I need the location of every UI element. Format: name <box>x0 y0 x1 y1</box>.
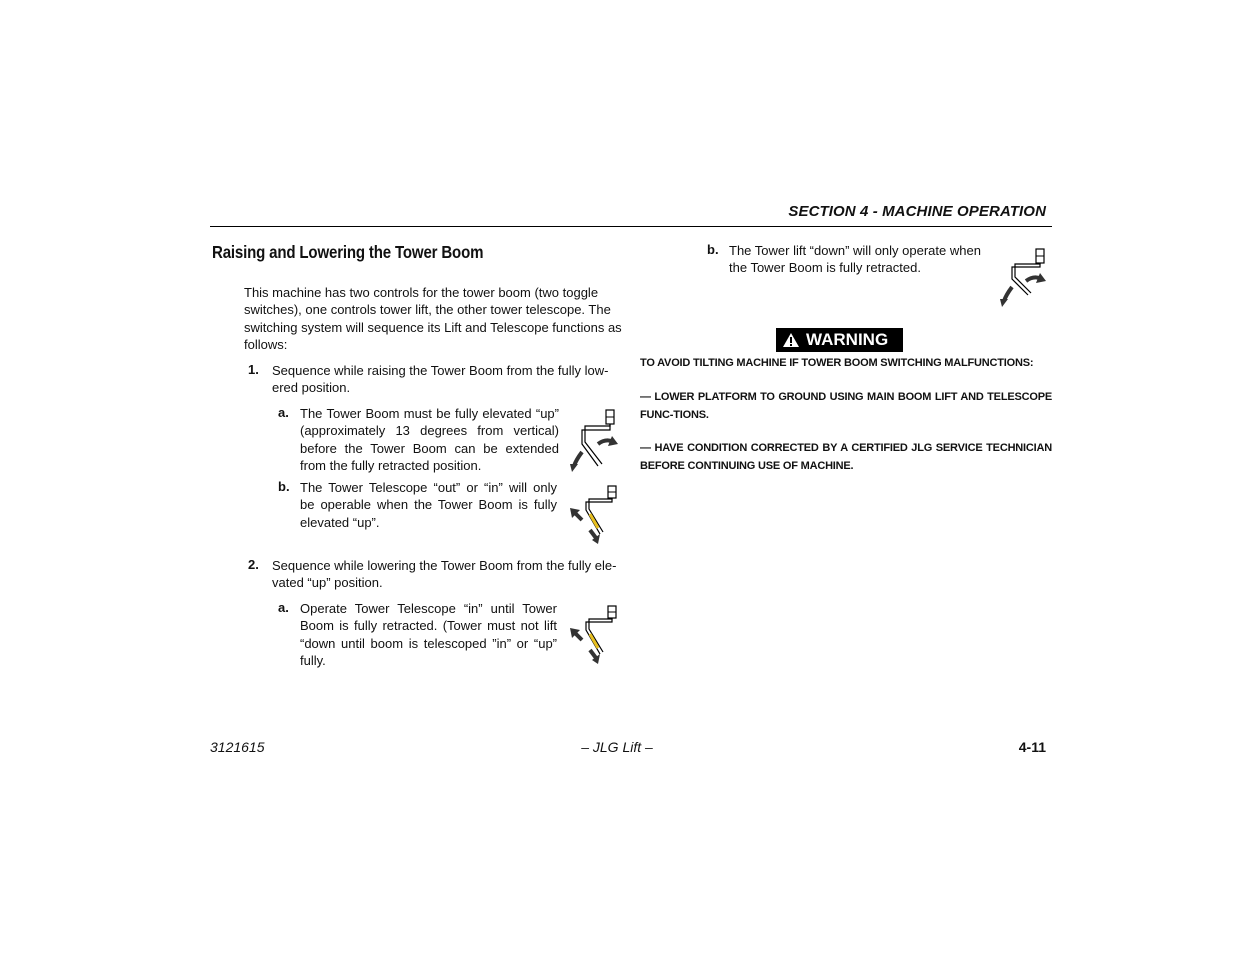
step-1-text <box>272 362 624 397</box>
step-1b-letter: b. <box>278 479 290 494</box>
step-2-text-line1: Sequence while lowering the Tower Boom from the fully ele- <box>272 558 617 573</box>
section-title: SECTION 4 - MACHINE OPERATION <box>788 203 1046 220</box>
step-1-number: 1. <box>248 362 259 377</box>
warning-line-3: — HAVE CONDITION CORRECTED BY A CERTIFIED JLG SERVICE TECHNICIAN BEFORE CONTINUING USE OF MACHINE. <box>640 442 1052 472</box>
tower-telescope-icon <box>568 604 620 666</box>
step-2-text <box>272 557 624 592</box>
step-1a-text: The Tower Boom must be fully elevated “up” (approximately 13 degrees from vertical) before the Tower Boom can be extended from the fully retracted position. <box>300 406 559 473</box>
tower-telescope-icon <box>568 484 620 546</box>
footer-center: – JLG Lift – <box>581 739 653 755</box>
intro-paragraph: This machine has two controls for the tower boom (two toggle switches), one controls tower lift, the other tower telescope. The switching system will sequence its Lift and Telescope functions as follows: <box>244 285 622 352</box>
warning-label: WARNING <box>806 330 889 349</box>
warning-triangle-icon <box>782 332 800 348</box>
header-rule <box>210 226 1052 227</box>
step-1-text-line2: ered position. <box>272 380 351 396</box>
step-2-number: 2. <box>248 557 259 572</box>
step-1-text-line1: Sequence while raising the Tower Boom from the fully low- <box>272 363 609 378</box>
footer-page-number: 4-11 <box>1018 739 1046 755</box>
step-2b-text: The Tower lift “down” will only operate when the Tower Boom is fully retracted. <box>729 243 981 276</box>
step-2b-letter: b. <box>707 242 719 257</box>
step-2a-text: Operate Tower Telescope “in” until Tower Boom is fully retracted. (Tower must not lift “down until boom is telescoped ”in” or “up” fully. <box>300 601 557 668</box>
page-heading: Raising and Lowering the Tower Boom <box>212 242 484 262</box>
step-2-text-line2: vated “up” position. <box>272 575 383 591</box>
footer-doc-number: 3121615 <box>210 739 265 755</box>
warning-line-1: TO AVOID TILTING MACHINE IF TOWER BOOM SWITCHING MALFUNCTIONS: <box>640 357 1034 369</box>
step-1a-letter: a. <box>278 405 289 420</box>
tower-lift-down-icon <box>996 245 1048 309</box>
step-1b-text: The Tower Telescope “out” or “in” will only be operable when the Tower Boom is fully elevated “up”. <box>300 480 557 530</box>
tower-lift-up-icon <box>568 408 620 472</box>
step-2a-letter: a. <box>278 600 289 615</box>
warning-line-2: — LOWER PLATFORM TO GROUND USING MAIN BOOM LIFT AND TELESCOPE FUNC-TIONS. <box>640 391 1052 421</box>
warning-banner <box>776 328 903 352</box>
